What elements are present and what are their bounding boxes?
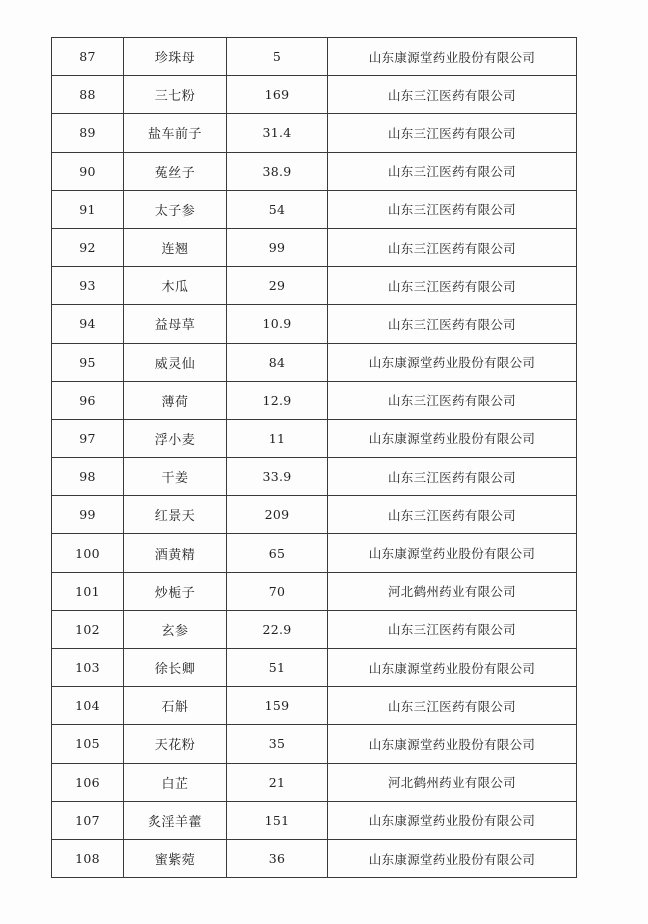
quantity: 54 [227,190,328,228]
quantity: 21 [227,763,328,801]
table-row [52,572,577,610]
supplier-company: 山东三江医药有限公司 [328,76,577,114]
herb-name: 酒黄精 [124,534,227,572]
supplier-company: 山东三江医药有限公司 [328,190,577,228]
quantity: 35 [227,725,328,763]
row-number: 105 [52,725,124,763]
supplier-company: 山东康源堂药业股份有限公司 [328,801,577,839]
table-row [52,610,577,648]
herb-name: 薄荷 [124,381,227,419]
table-row [52,496,577,534]
quantity: 99 [227,228,328,266]
quantity: 12.9 [227,381,328,419]
quantity: 36 [227,839,328,877]
quantity: 51 [227,649,328,687]
row-number: 93 [52,267,124,305]
supplier-company: 山东三江医药有限公司 [328,152,577,190]
herb-name: 浮小麦 [124,419,227,457]
herb-name: 太子参 [124,190,227,228]
table-row [52,228,577,266]
supplier-company: 山东三江医药有限公司 [328,228,577,266]
herb-name: 益母草 [124,305,227,343]
row-number: 94 [52,305,124,343]
quantity: 11 [227,419,328,457]
herb-name: 三七粉 [124,76,227,114]
table-row [52,305,577,343]
herb-name: 蜜紫菀 [124,839,227,877]
row-number: 97 [52,419,124,457]
quantity: 38.9 [227,152,328,190]
herb-name: 玄参 [124,610,227,648]
herb-name: 炒栀子 [124,572,227,610]
table-row [52,152,577,190]
herb-name: 红景天 [124,496,227,534]
supplier-company: 河北鹤州药业有限公司 [328,572,577,610]
table-body [52,38,577,878]
row-number: 91 [52,190,124,228]
quantity: 5 [227,38,328,76]
row-number: 100 [52,534,124,572]
quantity: 31.4 [227,114,328,152]
table-row [52,343,577,381]
herb-name: 盐车前子 [124,114,227,152]
supplier-company: 河北鹤州药业有限公司 [328,763,577,801]
quantity: 169 [227,76,328,114]
quantity: 22.9 [227,610,328,648]
herb-name: 徐长卿 [124,649,227,687]
supplier-company: 山东三江医药有限公司 [328,381,577,419]
row-number: 98 [52,458,124,496]
row-number: 95 [52,343,124,381]
row-number: 103 [52,649,124,687]
row-number: 101 [52,572,124,610]
supplier-company: 山东三江医药有限公司 [328,305,577,343]
table-row [52,419,577,457]
quantity: 84 [227,343,328,381]
quantity: 29 [227,267,328,305]
table-row [52,381,577,419]
table-row [52,114,577,152]
supplier-company: 山东三江医药有限公司 [328,610,577,648]
table-row [52,458,577,496]
procurement-table [51,37,577,878]
supplier-company: 山东三江医药有限公司 [328,267,577,305]
row-number: 96 [52,381,124,419]
herb-name: 木瓜 [124,267,227,305]
quantity: 151 [227,801,328,839]
row-number: 104 [52,687,124,725]
supplier-company: 山东康源堂药业股份有限公司 [328,725,577,763]
table-row [52,801,577,839]
row-number: 102 [52,610,124,648]
quantity: 159 [227,687,328,725]
supplier-company: 山东康源堂药业股份有限公司 [328,38,577,76]
row-number: 108 [52,839,124,877]
herb-name: 石斛 [124,687,227,725]
row-number: 99 [52,496,124,534]
supplier-company: 山东康源堂药业股份有限公司 [328,839,577,877]
row-number: 88 [52,76,124,114]
row-number: 87 [52,38,124,76]
table-row [52,649,577,687]
table-row [52,76,577,114]
quantity: 33.9 [227,458,328,496]
herb-name: 威灵仙 [124,343,227,381]
quantity: 209 [227,496,328,534]
supplier-company: 山东三江医药有限公司 [328,114,577,152]
herb-name: 炙淫羊藿 [124,801,227,839]
table-row [52,267,577,305]
table-row [52,38,577,76]
table-row [52,534,577,572]
row-number: 92 [52,228,124,266]
quantity: 10.9 [227,305,328,343]
herb-name: 菟丝子 [124,152,227,190]
table-row [52,725,577,763]
supplier-company: 山东康源堂药业股份有限公司 [328,649,577,687]
supplier-company: 山东三江医药有限公司 [328,458,577,496]
supplier-company: 山东康源堂药业股份有限公司 [328,534,577,572]
herb-name: 白芷 [124,763,227,801]
herb-name: 天花粉 [124,725,227,763]
herb-name: 干姜 [124,458,227,496]
table-row [52,190,577,228]
table-row [52,687,577,725]
row-number: 89 [52,114,124,152]
supplier-company: 山东康源堂药业股份有限公司 [328,419,577,457]
herb-name: 连翘 [124,228,227,266]
row-number: 107 [52,801,124,839]
supplier-company: 山东康源堂药业股份有限公司 [328,343,577,381]
table-row [52,839,577,877]
quantity: 65 [227,534,328,572]
row-number: 106 [52,763,124,801]
table-row [52,763,577,801]
supplier-company: 山东三江医药有限公司 [328,496,577,534]
row-number: 90 [52,152,124,190]
supplier-company: 山东三江医药有限公司 [328,687,577,725]
herb-name: 珍珠母 [124,38,227,76]
quantity: 70 [227,572,328,610]
